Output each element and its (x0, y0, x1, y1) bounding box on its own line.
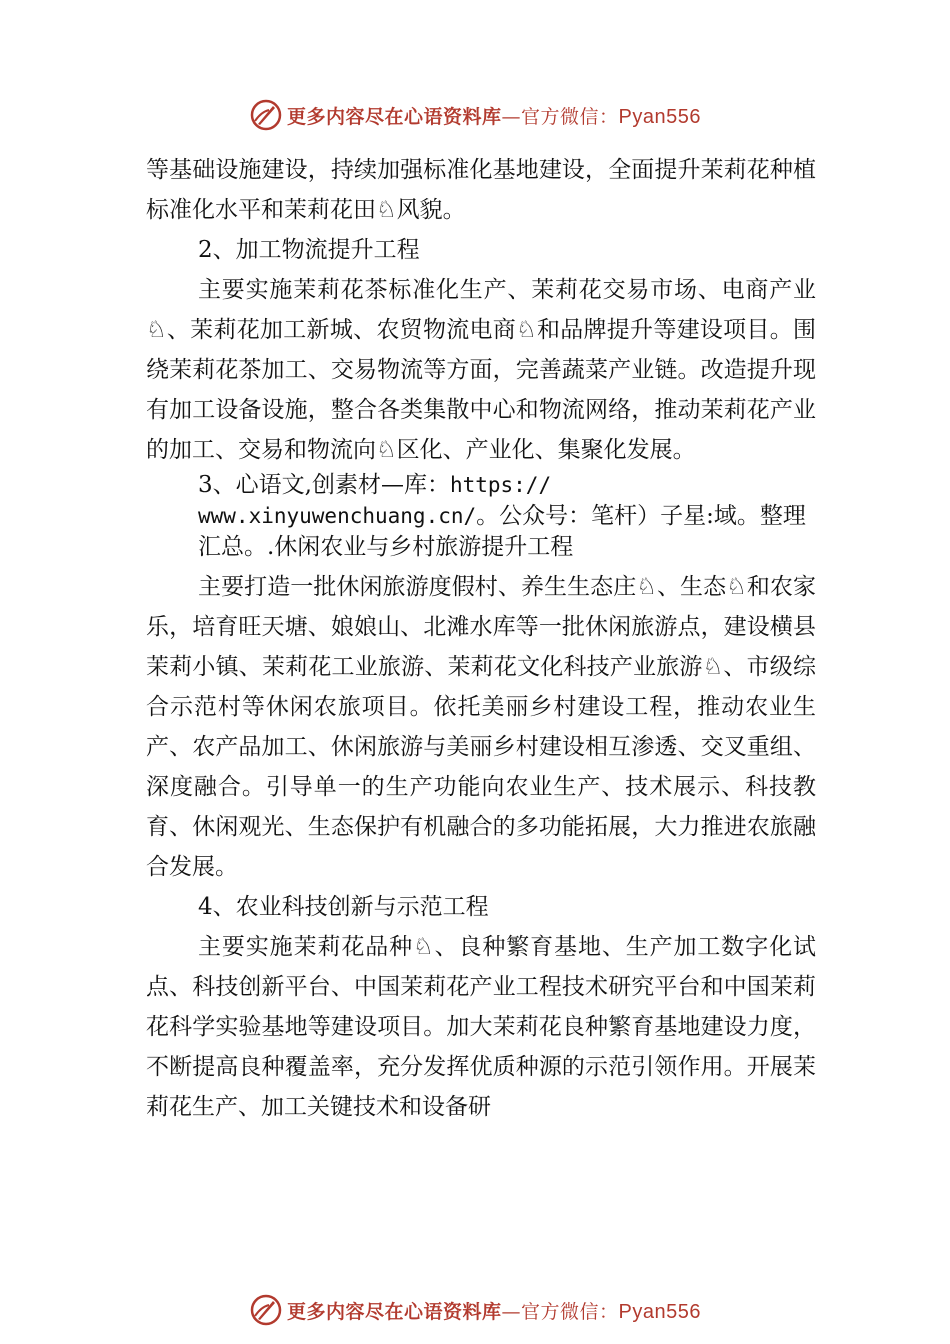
banner-text (287, 102, 701, 129)
document-body (146, 150, 816, 1127)
section-heading-4: 4、农业科技创新与示范工程 (198, 894, 489, 920)
heading-3-suffix: 。公众号：笔杆）子星:域。整理汇总。.休闲农业与乡村旅游提升工程 (198, 503, 806, 560)
banner-title: 更多内容尽在心语资料库 (287, 105, 502, 128)
banner-wechat-id: Pyan556 (618, 1300, 701, 1323)
source-url-part1: https:// (449, 473, 552, 497)
quill-pen-logo-icon (249, 1293, 283, 1327)
quill-pen-logo-icon (249, 98, 283, 132)
paragraph-tech-innovation: 主要实施茉莉花品种♘、良种繁育基地、生产加工数字化试点、科技创新平台、中国茉莉花产业工程技术研究平台和中国茉莉花科学实验基地等建设项目。加大茉莉花良种繁育基地建设力度，不断提高良种覆盖率，充分发挥优质种源的示范引领作用。开展茉莉花生产、加工关键技术和设备研 (146, 934, 816, 1120)
banner-wechat-id: Pyan556 (618, 105, 701, 128)
heading-3-prefix: 3、心语文,创素材—库： (198, 472, 450, 498)
paragraph-continuation: 等基础设施建设，持续加强标准化基地建设，全面提升茉莉花种植标准化水平和茉莉花田♘风貌。 (146, 157, 816, 223)
footer-banner (0, 1288, 950, 1332)
section-heading-3 (198, 470, 816, 563)
banner-dash: — (501, 105, 522, 128)
banner-wechat-label: 官方微信： (521, 105, 619, 128)
source-url-part2: www.xinyuwenchuang.cn/ (198, 504, 477, 528)
banner-dash: — (501, 1300, 522, 1323)
paragraph-processing-logistics: 主要实施茉莉花茶标准化生产、茉莉花交易市场、电商产业♘、茉莉花加工新城、农贸物流电商♘和品牌提升等建设项目。围绕茉莉花茶加工、交易物流等方面，完善蔬菜产业链。改造提升现有加工设备设施，整合各类集散中心和物流网络，推动茉莉花产业的加工、交易和物流向♘区化、产业化、集聚化发展。 (146, 277, 816, 463)
banner-title: 更多内容尽在心语资料库 (287, 1300, 502, 1323)
banner-text (287, 1297, 701, 1324)
paragraph-leisure-tourism: 主要打造一批休闲旅游度假村、养生生态庄♘、生态♘和农家乐，培育旺天塘、娘娘山、北滩水库等一批休闲旅游点，建设横县茉莉小镇、茉莉花工业旅游、茉莉花文化科技产业旅游♘、市级综合示范村等休闲农旅项目。依托美丽乡村建设工程，推动农业生产、农产品加工、休闲旅游与美丽乡村建设相互渗透、交叉重组、深度融合。引导单一的生产功能向农业生产、技术展示、科技教育、休闲观光、生态保护有机融合的多功能拓展，大力推进农旅融合发展。 (146, 574, 816, 880)
banner-wechat-label: 官方微信： (521, 1300, 619, 1323)
header-banner (0, 93, 950, 137)
section-heading-2: 2、加工物流提升工程 (198, 237, 420, 263)
